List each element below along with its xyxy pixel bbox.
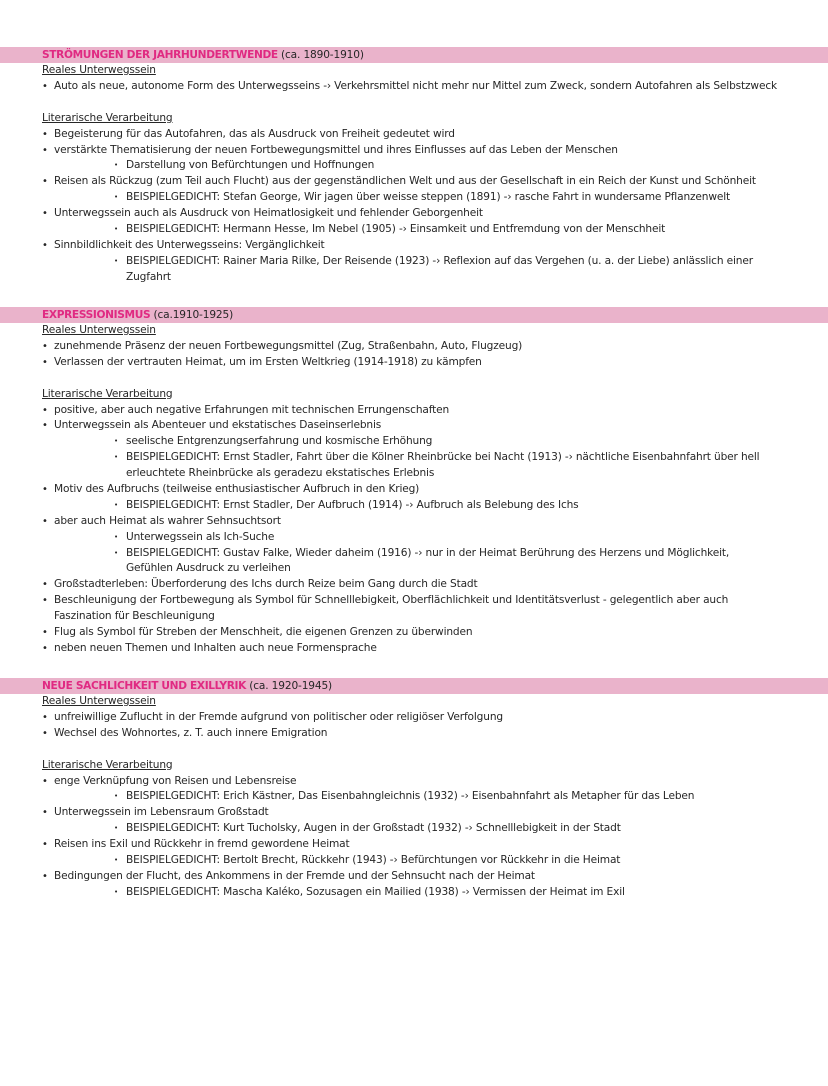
bullet-item: • unfreiwillige Zuflucht in der Fremde aufgrund von politischer oder religiöser Verfolgung — [0, 710, 828, 726]
example-poem-item: • BEISPIELGEDICHT: Erich Kästner, Das Eisenbahngleichnis (1932) -› Eisenbahnfahrt als Metapher für das Leben — [0, 789, 828, 805]
bullet-item: • verstärkte Thematisierung der neuen Fortbewegungsmittel und ihres Einflusses auf das Leben der Menschen — [0, 143, 828, 159]
example-poem-item: • BEISPIELGEDICHT: Mascha Kaléko, Sozusagen ein Mailied (1938) -› Vermissen der Heimat im Exil — [0, 885, 828, 901]
bullet-item: • Wechsel des Wohnortes, z. T. auch innere Emigration — [0, 726, 828, 742]
example-poem-item: • BEISPIELGEDICHT: Bertolt Brecht, Rückkehr (1943) -› Befürchtungen vor Rückkehr in die Heimat — [0, 853, 828, 869]
section-heading: EXPRESSIONISMUS — [42, 309, 151, 321]
example-poem-continuation: erleuchtete Rheinbrücke als geradezu ekstatisches Erlebnis — [126, 467, 435, 480]
section-heading-band — [0, 307, 828, 323]
bullet-item: • Verlassen der vertrauten Heimat, um im Ersten Weltkrieg (1914-1918) zu kämpfen — [0, 355, 828, 371]
example-poem-item: • BEISPIELGEDICHT: Gustav Falke, Wieder daheim (1916) -› nur in der Heimat Berührung des Herzens und Möglichkeit, — [0, 546, 828, 562]
subheading-literarische-verarbeitung: Literarische Verarbeitung — [42, 758, 173, 771]
section-period: (ca. 1890-1910) — [277, 49, 364, 61]
bullet-item: • zunehmende Präsenz der neuen Fortbewegungsmittel (Zug, Straßenbahn, Auto, Flugzeug) — [0, 339, 828, 355]
section-period: (ca.1910-1925) — [150, 309, 234, 321]
bullet-item: • Reisen ins Exil und Rückkehr in fremd gewordene Heimat — [0, 837, 828, 853]
section-expressionismus — [0, 307, 828, 657]
bullet-item: • Beschleunigung der Fortbewegung als Symbol für Schnelllebigkeit, Oberflächlichkeit und Identitätsverlust - gelegentlich aber auch — [0, 593, 828, 609]
bullet-item: • Bedingungen der Flucht, des Ankommens in der Fremde und der Sehnsucht nach der Heimat — [0, 869, 828, 885]
bullet-item: • Motiv des Aufbruchs (teilweise enthusiastischer Aufbruch in den Krieg) — [0, 482, 828, 498]
bullet-item: • Großstadterleben: Überforderung des Ichs durch Reize beim Gang durch die Stadt — [0, 577, 828, 593]
example-poem-continuation: Zugfahrt — [126, 270, 171, 283]
subheading-reales-unterwegssein: Reales Unterwegssein — [42, 324, 156, 336]
bullet-item: • Reisen als Rückzug (zum Teil auch Flucht) aus der gegenständlichen Welt und aus der Gesellschaft in ein Reich der Kunst und Schönheit — [0, 174, 828, 190]
sub-bullet-item: • seelische Entgrenzungserfahrung und kosmische Erhöhung — [0, 434, 828, 450]
bullet-item: • positive, aber auch negative Erfahrungen mit technischen Errungenschaften — [0, 403, 828, 419]
bullet-item: • neben neuen Themen und Inhalten auch neue Formensprache — [0, 641, 828, 657]
bullet-item: • Sinnbildlichkeit des Unterwegsseins: Vergänglichkeit — [0, 238, 828, 254]
example-poem-item: • BEISPIELGEDICHT: Kurt Tucholsky, Augen in der Großstadt (1932) -› Schnelllebigkeit in der Stadt — [0, 821, 828, 837]
subheading-reales-unterwegssein: Reales Unterwegssein — [42, 64, 156, 76]
subheading-reales-unterwegssein: Reales Unterwegssein — [42, 695, 156, 707]
section-heading-band — [0, 678, 828, 694]
example-poem-item: • BEISPIELGEDICHT: Stefan George, Wir jagen über weisse steppen (1891) -› rasche Fahrt in wundersame Pflanzenwelt — [0, 190, 828, 206]
example-poem-item: • BEISPIELGEDICHT: Hermann Hesse, Im Nebel (1905) -› Einsamkeit und Entfremdung von der Menschheit — [0, 222, 828, 238]
section-neue-sachlichkeit — [0, 678, 828, 901]
bullet-item: • Flug als Symbol für Streben der Menschheit, die eigenen Grenzen zu überwinden — [0, 625, 828, 641]
bullet-item: • enge Verknüpfung von Reisen und Lebensreise — [0, 774, 828, 790]
section-heading: STRÖMUNGEN DER JAHRHUNDERTWENDE — [42, 49, 278, 61]
subheading-literarische-verarbeitung: Literarische Verarbeitung — [42, 387, 173, 400]
sub-bullet-item: • Darstellung von Befürchtungen und Hoffnungen — [0, 158, 828, 174]
example-poem-item: • BEISPIELGEDICHT: Ernst Stadler, Fahrt über die Kölner Rheinbrücke bei Nacht (1913) -› nächtliche Eisenbahnfahrt über hell — [0, 450, 828, 466]
subheading-literarische-verarbeitung: Literarische Verarbeitung — [42, 111, 173, 124]
bullet-item: • aber auch Heimat als wahrer Sehnsuchtsort — [0, 514, 828, 530]
bullet-continuation: Faszination für Beschleunigung — [54, 610, 215, 623]
bullet-item: • Begeisterung für das Autofahren, das als Ausdruck von Freiheit gedeutet wird — [0, 127, 828, 143]
example-poem-item: • BEISPIELGEDICHT: Rainer Maria Rilke, Der Reisende (1923) -› Reflexion auf das Vergehen (u. a. der Liebe) anlässlich einer — [0, 254, 828, 270]
sub-bullet-item: • Unterwegssein als Ich-Suche — [0, 530, 828, 546]
section-jahrhundertwende — [0, 47, 828, 286]
bullet-item: • Auto als neue, autonome Form des Unterwegsseins -› Verkehrsmittel nicht mehr nur Mittel zum Zweck, sondern Autofahren als Selbstzweck — [0, 79, 828, 95]
example-poem-continuation: Gefühlen Ausdruck zu verleihen — [126, 562, 291, 575]
bullet-item: • Unterwegssein auch als Ausdruck von Heimatlosigkeit und fehlender Geborgenheit — [0, 206, 828, 222]
section-period: (ca. 1920-1945) — [246, 680, 333, 692]
bullet-item: • Unterwegssein im Lebensraum Großstadt — [0, 805, 828, 821]
example-poem-item: • BEISPIELGEDICHT: Ernst Stadler, Der Aufbruch (1914) -› Aufbruch als Belebung des Ichs — [0, 498, 828, 514]
section-heading-band — [0, 47, 828, 63]
section-heading: NEUE SACHLICHKEIT UND EXILLYRIK — [42, 680, 247, 692]
bullet-item: • Unterwegssein als Abenteuer und ekstatisches Daseinserlebnis — [0, 418, 828, 434]
